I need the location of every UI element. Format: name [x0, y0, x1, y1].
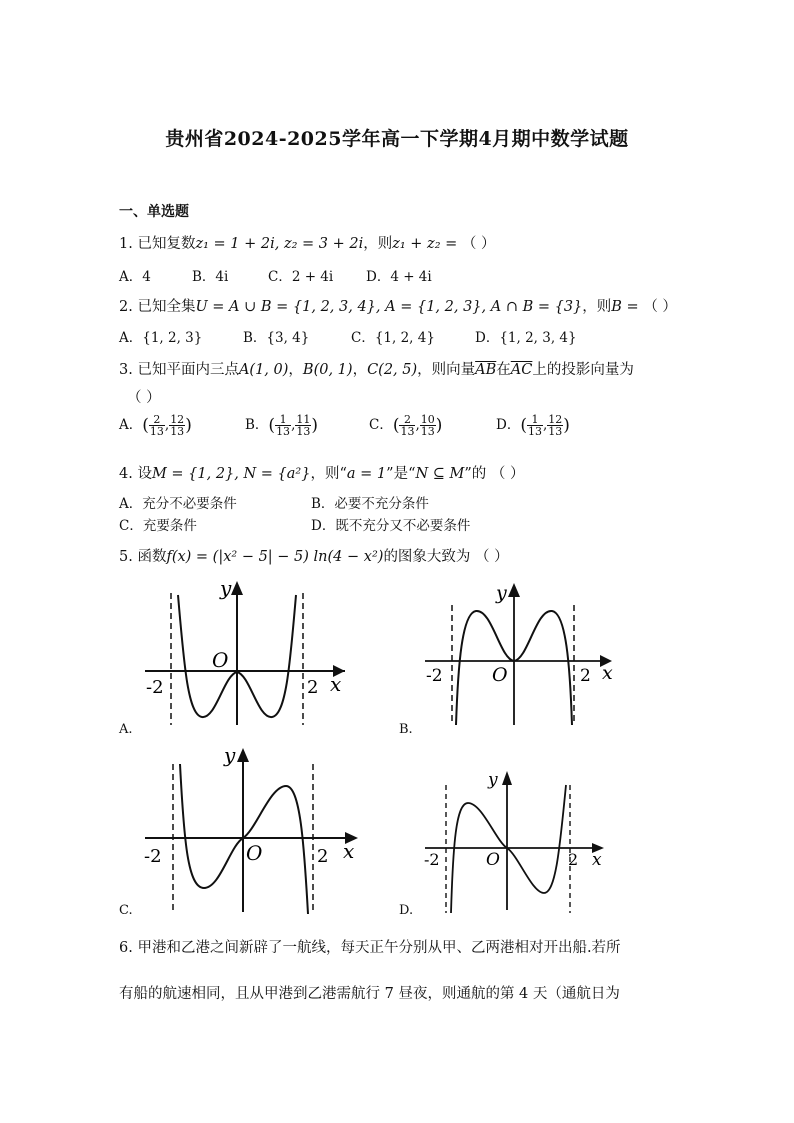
graph-option-b[interactable] — [420, 575, 620, 730]
answer-blank: （ ） — [643, 299, 677, 315]
question-3: 3. 已知平面内三点A(1, 0)，B(0, 1)，C(2, 5)，则向量$\overline{AB}$在$\overline{AC}$上的投影向量为 — [119, 362, 634, 378]
question-6-line-2: 有船的航速相同，且从甲港到乙港需航行 7 昼夜，则通航的第 4 天（通航日为 — [119, 986, 620, 1002]
question-number: 4. — [119, 466, 133, 482]
q1-option-b[interactable]: B．4i — [192, 269, 229, 285]
q3-option-c[interactable]: C．( $\frac{2}{13}$ , $\frac{10}{13}$ ) — [369, 413, 443, 438]
origin-label: O — [212, 648, 229, 672]
graph-option-a[interactable] — [140, 575, 355, 730]
q2-option-b[interactable]: B．{3, 4} — [243, 330, 310, 346]
option-label: C． — [369, 417, 393, 433]
x-label: x — [330, 672, 342, 696]
answer-blank: （ ） — [127, 390, 161, 406]
q4-option-a[interactable]: A．充分不必要条件 — [119, 496, 237, 512]
math-expression: M = {1, 2}, N = {a²} — [151, 466, 311, 482]
question-number: 1. — [119, 236, 133, 252]
page-title: 贵州省2024-2025学年高一下学期4月期中数学试题 — [165, 128, 629, 150]
origin-label: O — [246, 841, 263, 865]
condition-2: N ⊆ M — [415, 466, 465, 482]
x-label: x — [592, 850, 602, 870]
question-text: ”是“ — [386, 466, 416, 482]
tick-pos-2: 2 — [307, 677, 319, 698]
question-1 — [119, 232, 495, 253]
question-number: 2. — [119, 299, 133, 315]
q4-option-d[interactable]: D．既不充分又不必要条件 — [311, 518, 471, 534]
tick-pos-2: 2 — [317, 846, 329, 867]
tick-neg-2: -2 — [424, 850, 440, 869]
fraction: $\frac{10}{13}$ — [420, 413, 435, 438]
question-text: 已知复数 — [137, 236, 196, 252]
math-expression: U = A ∪ B = {1, 2, 3, 4}, A = {1, 2, 3}, A ∩ B = {3} — [195, 299, 583, 315]
option-label: B． — [245, 417, 269, 433]
point-b: B(0, 1) — [302, 362, 353, 378]
math-expression: z₁ = 1 + 2i, z₂ = 3 + 2i — [195, 236, 364, 252]
y-arrow-icon — [508, 583, 520, 597]
graph-option-c[interactable] — [140, 742, 365, 917]
graph-d-label: D. — [399, 903, 414, 918]
y-label: y — [488, 770, 498, 790]
question-text: ，则 — [582, 299, 612, 315]
function-curve — [451, 785, 566, 913]
fraction: $\frac{1}{13}$ — [527, 413, 542, 438]
q4-option-c[interactable]: C．充要条件 — [119, 518, 197, 534]
question-number: 5. — [119, 549, 133, 565]
q1-option-d[interactable]: D．4 + 4i — [366, 269, 432, 285]
graph-b-label: B. — [399, 722, 413, 737]
fraction: $\frac{1}{13}$ — [276, 413, 291, 438]
question-text: 上的投影向量为 — [532, 362, 634, 378]
fraction: $\frac{12}{13}$ — [170, 413, 185, 438]
tick-neg-2: -2 — [146, 677, 164, 698]
tick-pos-2: 2 — [580, 666, 591, 686]
origin-label: O — [492, 664, 508, 686]
tick-pos-2: 2 — [568, 850, 579, 869]
question-4 — [119, 462, 525, 483]
answer-blank: （ ） — [475, 549, 509, 565]
y-label: y — [220, 576, 232, 600]
vector-ab: $\overline{AB}$ — [475, 362, 497, 378]
y-arrow-icon — [231, 581, 243, 595]
question-5 — [119, 545, 509, 566]
question-text: ，则“ — [310, 466, 347, 482]
question-text: 已知平面内三点 — [137, 362, 239, 378]
question-text: ，则向量 — [417, 362, 476, 378]
q3-option-b[interactable]: B．( $\frac{1}{13}$ , $\frac{11}{13}$ ) — [245, 413, 318, 438]
vector-ac: $\overline{AC}$ — [510, 362, 533, 378]
graph-c-label: C. — [119, 903, 133, 918]
section-heading: 一、单选题 — [119, 204, 189, 220]
question-text: 设 — [137, 466, 152, 482]
y-label: y — [224, 743, 236, 767]
q3-option-d[interactable]: D．( $\frac{1}{13}$ , $\frac{12}{13}$ ) — [496, 413, 570, 438]
question-text: 函数 — [137, 549, 167, 565]
question-number: 3. — [119, 362, 133, 378]
option-label: A． — [119, 417, 143, 433]
fraction: $\frac{2}{13}$ — [149, 413, 164, 438]
option-label: D． — [496, 417, 521, 433]
q4-option-b[interactable]: B．必要不充分条件 — [311, 496, 429, 512]
condition-1: a = 1 — [346, 466, 387, 482]
math-expression: B = — [611, 299, 639, 315]
question-text: 在 — [496, 362, 511, 378]
answer-blank: （ ） — [490, 466, 525, 482]
point-c: C(2, 5) — [367, 362, 418, 378]
question-text: ”的 — [464, 466, 487, 482]
origin-label: O — [486, 850, 500, 870]
math-expression: z₁ + z₂ = — [392, 236, 458, 252]
tick-neg-2: -2 — [426, 666, 443, 686]
graph-a-label: A. — [119, 722, 133, 737]
question-2 — [119, 295, 677, 316]
x-label: x — [343, 839, 355, 863]
graph-option-d[interactable] — [420, 765, 610, 915]
q2-option-d[interactable]: D．{1, 2, 3, 4} — [475, 330, 577, 346]
function-expression: f(x) = (|x² − 5| − 5) ln(4 − x²) — [166, 549, 384, 565]
x-label: x — [602, 662, 613, 684]
q3-option-a[interactable]: A．( $\frac{2}{13}$ , $\frac{12}{13}$ ) — [119, 413, 192, 438]
question-text: ，则 — [363, 236, 393, 252]
tick-neg-2: -2 — [144, 846, 162, 867]
point-a: A(1, 0) — [238, 362, 289, 378]
y-arrow-icon — [502, 771, 512, 785]
q2-option-a[interactable]: A．{1, 2, 3} — [119, 330, 203, 346]
fraction: $\frac{11}{13}$ — [296, 413, 311, 438]
y-arrow-icon — [237, 748, 249, 762]
question-text: 的图象大致为 — [383, 549, 471, 565]
y-label: y — [496, 582, 507, 604]
fraction: $\frac{2}{13}$ — [400, 413, 415, 438]
question-text: 已知全集 — [137, 299, 196, 315]
q1-option-c[interactable]: C．2 + 4i — [268, 269, 334, 285]
answer-blank: （ ） — [461, 236, 496, 252]
q2-option-c[interactable]: C．{1, 2, 4} — [351, 330, 435, 346]
q1-option-a[interactable]: A．4 — [119, 269, 151, 285]
fraction: $\frac{12}{13}$ — [548, 413, 563, 438]
question-6-line-1: 6. 甲港和乙港之间新辟了一航线，每天正午分别从甲、乙两港相对开出船.若所 — [119, 940, 621, 956]
